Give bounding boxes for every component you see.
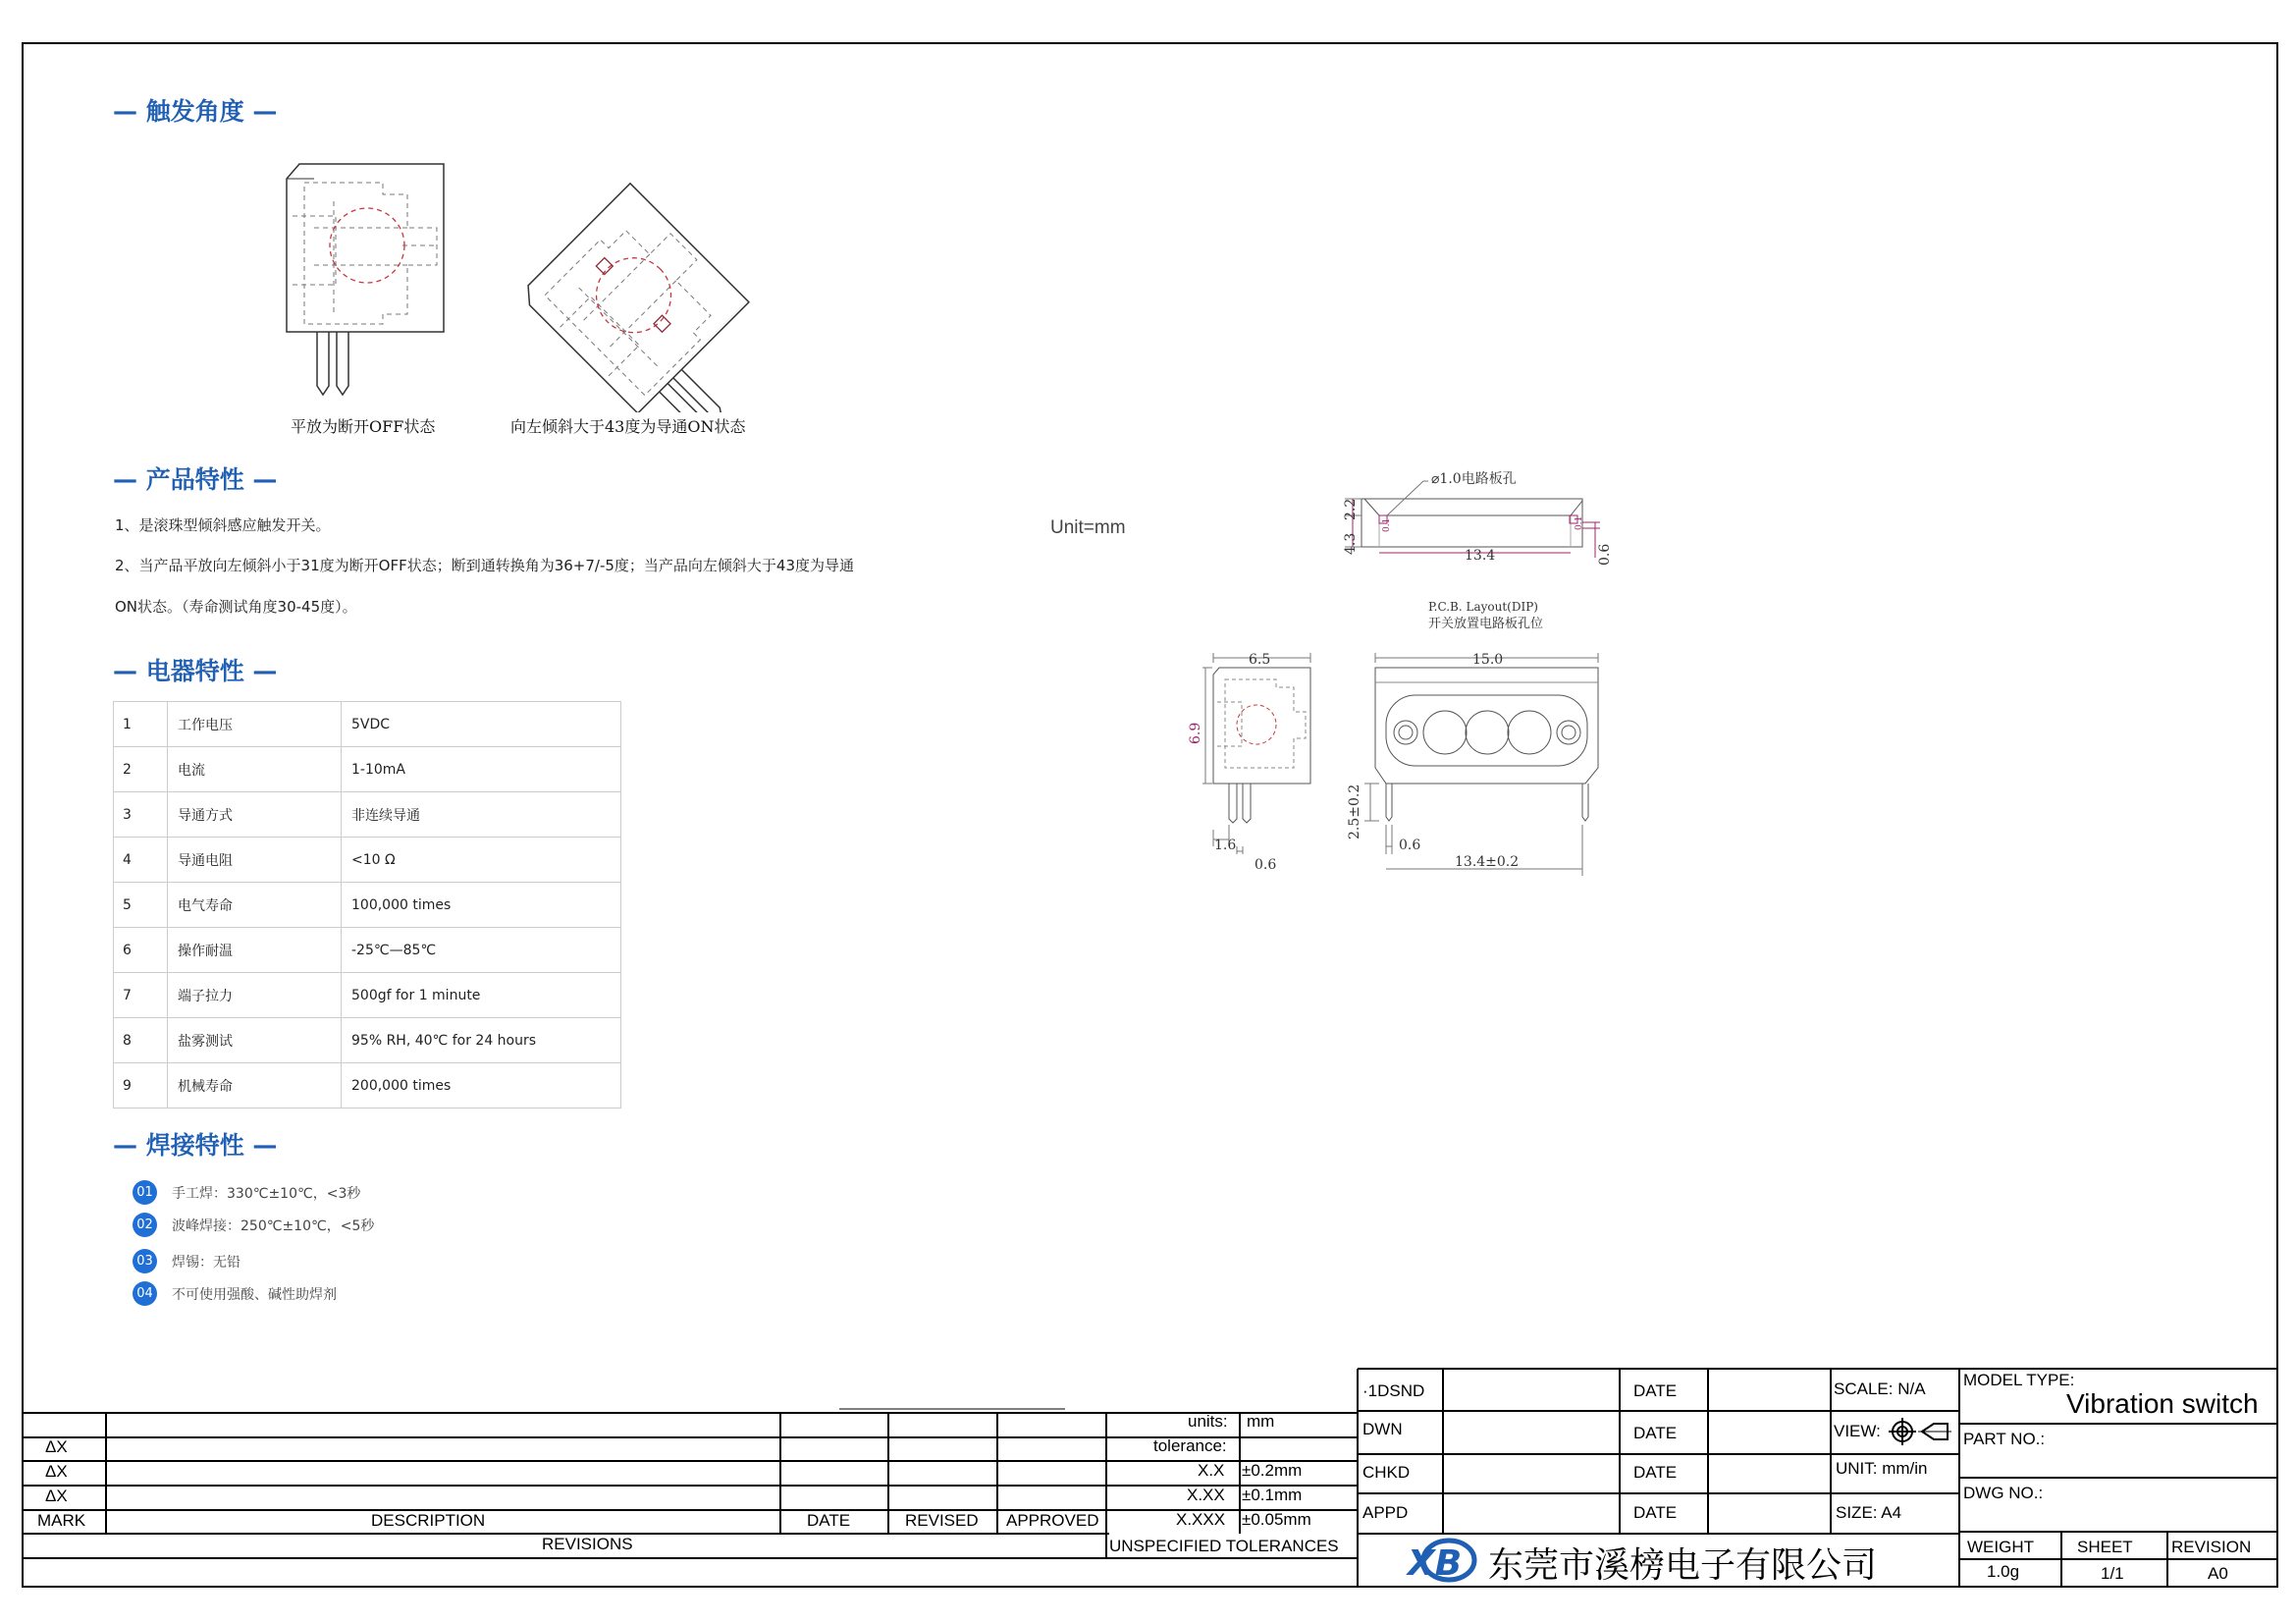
spec-no: 6 (114, 928, 168, 973)
dim-15-0: 15.0 (1472, 652, 1504, 668)
spec-no: 2 (114, 747, 168, 792)
feature-line-2: 2、当产品平放向左倾斜小于31度为断开OFF状态；断到通转换角为36+7/-5度；当产品向左倾斜大于43度为导通 (115, 557, 854, 574)
signoff-role: ·1DSND (1362, 1381, 1425, 1400)
spec-no: 4 (114, 838, 168, 883)
tol-value: ±0.1mm (1242, 1486, 1303, 1504)
spec-no: 5 (114, 883, 168, 928)
section-title-soldering: — 焊接特性 — (113, 1131, 278, 1160)
spec-item: 机械寿命 (168, 1063, 342, 1109)
spec-item: 电气寿命 (168, 883, 342, 928)
signoff-date: DATE (1633, 1424, 1678, 1442)
unit-label: Unit=mm (1050, 517, 1126, 538)
scale-value: SCALE: N/A (1834, 1380, 1926, 1398)
step-badge: 02 (133, 1213, 157, 1237)
tol-format: X.XXX (1176, 1510, 1226, 1529)
projection-symbol-icon (1889, 1416, 1951, 1447)
dim-6-9: 6.9 (1188, 722, 1203, 744)
spec-item: 操作耐温 (168, 928, 342, 973)
signoff-role: APPD (1362, 1503, 1409, 1522)
company-logo-icon (1402, 1538, 1480, 1583)
caption-tilted-on: 向左倾斜大于43度为导通ON状态 (510, 417, 746, 436)
signoff-role: DWN (1362, 1420, 1403, 1438)
units-label: units: (1188, 1412, 1228, 1431)
model-type-label: MODEL TYPE: (1963, 1371, 2075, 1389)
section-title-features: — 产品特性 — (113, 465, 278, 494)
spec-item: 盐雾测试 (168, 1018, 342, 1063)
dwg-no-label: DWG NO.: (1963, 1484, 2044, 1502)
spec-item: 端子拉力 (168, 973, 342, 1018)
part-no-label: PART NO.: (1963, 1430, 2046, 1448)
revisions-footer: REVISIONS (542, 1535, 633, 1553)
revision-label: REVISION (2171, 1538, 2252, 1556)
feature-line-3: ON状态。（寿命测试角度30-45度）。 (115, 598, 357, 616)
unit-value: UNIT: mm/in (1836, 1459, 1928, 1478)
step-text: 不可使用强酸、碱性助焊剂 (172, 1287, 337, 1303)
step-badge: 01 (133, 1180, 157, 1205)
revised-header: REVISED (905, 1511, 979, 1530)
dim-2-5-tol: 2.5±0.2 (1347, 784, 1362, 839)
dim-small-right: 0.1 (1575, 515, 1584, 530)
dim-0-6-side: 0.6 (1255, 857, 1277, 873)
view-label: VIEW: (1834, 1422, 1881, 1440)
spec-value: 200,000 times (342, 1063, 621, 1109)
revision-mark: ΔX (45, 1462, 68, 1481)
dim-13-4: 13.4 (1465, 548, 1496, 564)
caption-flat-off: 平放为断开OFF状态 (291, 417, 436, 436)
spec-no: 3 (114, 792, 168, 838)
sheet-value: 1/1 (2101, 1564, 2124, 1583)
dim-6-5: 6.5 (1249, 652, 1271, 668)
weight-value: 1.0g (1987, 1562, 2020, 1581)
spec-value: 非连续导通 (342, 792, 621, 838)
tolerance-label: tolerance: (1153, 1436, 1227, 1455)
units-value: mm (1247, 1412, 1275, 1431)
sheet-label: SHEET (2077, 1538, 2133, 1556)
section-title-trigger-angle: — 触发角度 — (113, 97, 278, 126)
dim-4-3: 4.3 (1343, 532, 1359, 555)
signoff-date: DATE (1633, 1463, 1678, 1482)
spec-value: <10 Ω (342, 838, 621, 883)
spec-item: 电流 (168, 747, 342, 792)
mark-header: MARK (37, 1511, 86, 1530)
spec-value: 95% RH, 40℃ for 24 hours (342, 1018, 621, 1063)
approved-header: APPROVED (1006, 1511, 1099, 1530)
tol-format: X.X (1198, 1461, 1225, 1480)
revision-mark: ΔX (45, 1437, 68, 1456)
signoff-date: DATE (1633, 1503, 1678, 1522)
signoff-date: DATE (1633, 1381, 1678, 1400)
revision-mark: ΔX (45, 1487, 68, 1505)
section-title-electrical: — 电器特性 — (113, 657, 278, 685)
dim-13-4-tol: 13.4±0.2 (1455, 854, 1520, 870)
hole-label: ⌀1.0电路板孔 (1431, 471, 1517, 487)
pcb-layout-caption: 开关放置电路板孔位 (1428, 617, 1544, 631)
step-text: 波峰焊接：250℃±10℃，<5秒 (172, 1218, 375, 1234)
dim-2-2: 2.2 (1343, 498, 1359, 520)
spec-no: 9 (114, 1063, 168, 1109)
spec-value: 1-10mA (342, 747, 621, 792)
spec-item: 导通方式 (168, 792, 342, 838)
company-name: 东莞市溪榜电子有限公司 (1488, 1545, 1878, 1586)
spec-no: 7 (114, 973, 168, 1018)
revision-value: A0 (2208, 1564, 2228, 1583)
step-badge: 03 (133, 1249, 157, 1273)
feature-line-1: 1、是滚珠型倾斜感应触发开关。 (115, 516, 331, 534)
spec-no: 8 (114, 1018, 168, 1063)
tol-format: X.XX (1187, 1486, 1225, 1504)
spec-no: 1 (114, 702, 168, 747)
dim-0-6-top: 0.6 (1597, 543, 1613, 566)
weight-label: WEIGHT (1967, 1538, 2034, 1556)
size-value: SIZE: A4 (1836, 1503, 1902, 1522)
step-text: 焊锡：无铅 (172, 1255, 240, 1271)
logo-letters: XB (1408, 1543, 1463, 1583)
signoff-role: CHKD (1362, 1463, 1411, 1482)
spec-value: 5VDC (342, 702, 621, 747)
model-type-value: Vibration switch (2066, 1388, 2259, 1419)
spec-value: 500gf for 1 minute (342, 973, 621, 1018)
step-text: 手工焊：330℃±10℃，<3秒 (172, 1186, 361, 1202)
pcb-layout-label: P.C.B. Layout(DIP) (1428, 600, 1538, 614)
description-header: DESCRIPTION (371, 1511, 486, 1530)
dim-0-6-front: 0.6 (1399, 838, 1421, 853)
spec-value: -25℃—85℃ (342, 928, 621, 973)
spec-item: 导通电阻 (168, 838, 342, 883)
spec-value: 100,000 times (342, 883, 621, 928)
date-header: DATE (807, 1511, 851, 1530)
tol-value: ±0.2mm (1242, 1461, 1303, 1480)
unspecified-tolerances: UNSPECIFIED TOLERANCES (1109, 1537, 1339, 1555)
spec-item: 工作电压 (168, 702, 342, 747)
step-badge: 04 (133, 1281, 157, 1306)
dim-small-left: 0.1 (1382, 517, 1392, 532)
tol-value: ±0.05mm (1242, 1510, 1311, 1529)
dim-1-6: 1.6 (1214, 838, 1237, 853)
